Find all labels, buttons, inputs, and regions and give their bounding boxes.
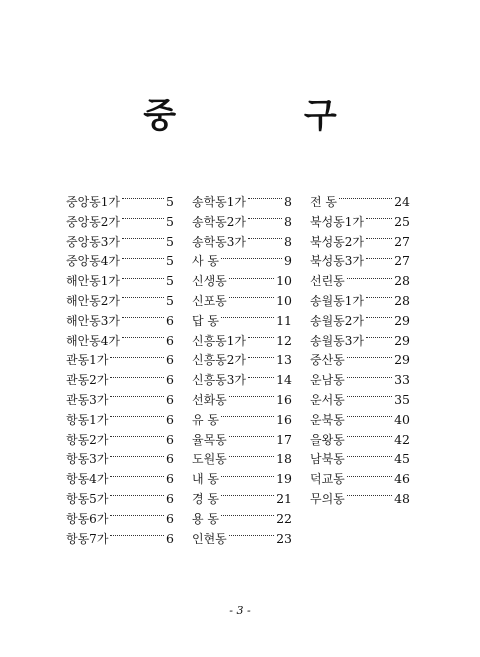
index-entry [310, 311, 410, 331]
dot-leader [122, 297, 164, 298]
dot-leader [347, 436, 392, 437]
index-entry [66, 291, 174, 311]
entry-name: 무의동 [310, 491, 345, 506]
index-entry [192, 291, 292, 311]
entry-page-number: 8 [284, 194, 292, 209]
dot-leader [248, 337, 274, 338]
entry-name: 경 동 [192, 491, 219, 506]
index-entry [66, 449, 174, 469]
index-entry [310, 212, 410, 232]
index-entry [66, 350, 174, 370]
entry-page-number: 5 [166, 292, 174, 308]
entry-page-number: 6 [166, 431, 174, 447]
entry-page-number: 5 [166, 253, 174, 269]
dot-leader [248, 377, 274, 378]
dot-leader [221, 258, 282, 259]
entry-name: 해안동2가 [66, 293, 121, 308]
index-entry [310, 192, 410, 212]
index-entry [192, 410, 292, 430]
index-column-2 [192, 192, 292, 548]
dot-leader [248, 198, 282, 199]
dot-leader [221, 416, 274, 417]
dot-leader [110, 476, 164, 477]
entry-name: 신포동 [192, 293, 227, 308]
dot-leader [347, 456, 392, 457]
entry-page-number: 14 [276, 372, 292, 388]
dot-leader [248, 218, 282, 219]
entry-page-number: 6 [166, 372, 174, 388]
entry-name: 북성동2가 [310, 234, 365, 249]
entry-name: 선화동 [192, 392, 227, 407]
page-title: 중 구 [143, 96, 395, 136]
dot-leader [366, 258, 392, 259]
entry-name: 북성동3가 [310, 254, 365, 269]
index-column-3 [310, 192, 410, 509]
dot-leader [110, 416, 164, 417]
dot-leader [221, 317, 274, 318]
dot-leader [339, 198, 392, 199]
entry-name: 송월동1가 [310, 293, 365, 308]
index-entry [192, 449, 292, 469]
entry-page-number: 25 [394, 213, 410, 229]
entry-page-number: 28 [394, 292, 410, 308]
dot-leader [347, 495, 392, 496]
entry-page-number: 17 [276, 431, 292, 447]
dot-leader [122, 198, 164, 199]
index-entry [192, 311, 292, 331]
entry-page-number: 6 [166, 352, 174, 368]
entry-name: 중산동 [310, 353, 345, 368]
entry-page-number: 5 [166, 194, 174, 209]
entry-page-number: 5 [166, 273, 174, 289]
entry-name: 을왕동 [310, 432, 345, 447]
entry-name: 유 동 [192, 412, 219, 427]
entry-name: 사 동 [192, 254, 219, 269]
index-entry [66, 529, 174, 549]
index-entry [192, 509, 292, 529]
dot-leader [122, 278, 164, 279]
entry-name: 도원동 [192, 452, 227, 467]
entry-name: 항동7가 [66, 531, 109, 546]
entry-page-number: 19 [276, 471, 292, 487]
index-entry [310, 410, 410, 430]
entry-page-number: 27 [394, 233, 410, 249]
entry-name: 용 동 [192, 511, 219, 526]
entry-page-number: 13 [276, 352, 292, 368]
index-entry [310, 430, 410, 450]
index-entry [310, 232, 410, 252]
dot-leader [110, 535, 164, 536]
dot-leader [366, 238, 392, 239]
dot-leader [347, 416, 392, 417]
dot-leader [347, 396, 392, 397]
entry-page-number: 6 [166, 451, 174, 467]
index-entry [310, 350, 410, 370]
dot-leader [366, 317, 392, 318]
entry-page-number: 27 [394, 253, 410, 269]
index-entry [192, 271, 292, 291]
entry-page-number: 5 [166, 233, 174, 249]
dot-leader [110, 436, 164, 437]
index-entry [66, 489, 174, 509]
index-entry [192, 350, 292, 370]
dot-leader [347, 476, 392, 477]
dot-leader [229, 535, 274, 536]
entry-name: 송학동1가 [192, 195, 247, 209]
index-entry [66, 251, 174, 271]
index-entry [66, 331, 174, 351]
entry-name: 송학동3가 [192, 234, 247, 249]
entry-page-number: 33 [394, 372, 410, 388]
dot-leader [221, 476, 274, 477]
dot-leader [221, 495, 274, 496]
index-entry [192, 331, 292, 351]
entry-name: 중앙동4가 [66, 254, 121, 269]
dot-leader [229, 396, 274, 397]
index-entry [66, 410, 174, 430]
entry-page-number: 48 [394, 490, 410, 506]
entry-name: 송월동3가 [310, 333, 365, 348]
index-entry [310, 271, 410, 291]
dot-leader [110, 377, 164, 378]
index-entry [192, 489, 292, 509]
index-entry [66, 390, 174, 410]
entry-name: 운남동 [310, 373, 345, 388]
entry-page-number: 6 [166, 391, 174, 407]
entry-page-number: 6 [166, 510, 174, 526]
entry-page-number: 24 [394, 194, 410, 209]
dot-leader [229, 436, 274, 437]
index-entry [310, 449, 410, 469]
entry-name: 항동3가 [66, 452, 109, 467]
index-column-1 [66, 192, 174, 548]
entry-page-number: 29 [394, 332, 410, 348]
entry-page-number: 28 [394, 273, 410, 289]
entry-name: 율목동 [192, 432, 227, 447]
entry-page-number: 8 [284, 213, 292, 229]
entry-name: 신흥동3가 [192, 373, 247, 388]
entry-page-number: 35 [394, 391, 410, 407]
entry-page-number: 29 [394, 312, 410, 328]
dot-leader [122, 317, 164, 318]
dot-leader [122, 218, 164, 219]
index-entry [66, 192, 174, 212]
index-entry [310, 251, 410, 271]
entry-page-number: 45 [394, 451, 410, 467]
entry-page-number: 6 [166, 490, 174, 506]
entry-name: 항동4가 [66, 472, 109, 487]
index-entry [192, 370, 292, 390]
entry-name: 신생동 [192, 274, 227, 289]
entry-name: 중앙동2가 [66, 214, 121, 229]
index-entry [66, 469, 174, 489]
index-entry [192, 232, 292, 252]
dot-leader [229, 456, 274, 457]
entry-name: 해안동3가 [66, 313, 121, 328]
entry-page-number: 22 [276, 510, 292, 526]
index-entry [66, 232, 174, 252]
index-entry [66, 509, 174, 529]
entry-name: 덕교동 [310, 472, 345, 487]
index-entry [310, 291, 410, 311]
entry-name: 선린동 [310, 274, 345, 289]
entry-name: 항동5가 [66, 491, 109, 506]
entry-page-number: 5 [166, 213, 174, 229]
index-entry [310, 390, 410, 410]
index-entry [192, 192, 292, 212]
entry-page-number: 10 [276, 292, 292, 308]
dot-leader [122, 258, 164, 259]
dot-leader [248, 357, 274, 358]
entry-name: 송월동2가 [310, 313, 365, 328]
entry-name: 항동1가 [66, 412, 109, 427]
dot-leader [110, 456, 164, 457]
index-entry [310, 331, 410, 351]
dot-leader [229, 297, 274, 298]
index-entry [192, 212, 292, 232]
entry-page-number: 42 [394, 431, 410, 447]
entry-name: 관동1가 [66, 353, 109, 368]
index-entry [310, 469, 410, 489]
index-entry [192, 430, 292, 450]
dot-leader [347, 377, 392, 378]
entry-name: 전 동 [310, 195, 337, 209]
dot-leader [347, 278, 392, 279]
entry-name: 해안동4가 [66, 333, 121, 348]
entry-page-number: 6 [166, 530, 174, 546]
entry-page-number: 18 [276, 451, 292, 467]
entry-name: 운북동 [310, 412, 345, 427]
dot-leader [110, 495, 164, 496]
entry-page-number: 10 [276, 273, 292, 289]
index-entry [192, 251, 292, 271]
entry-name: 관동3가 [66, 392, 109, 407]
entry-page-number: 9 [284, 253, 292, 269]
dot-leader [221, 515, 274, 516]
page-number: - 3 - [229, 604, 251, 617]
dot-leader [110, 396, 164, 397]
index-entry [310, 370, 410, 390]
entry-page-number: 8 [284, 233, 292, 249]
entry-name: 항동2가 [66, 432, 109, 447]
entry-name: 신흥동1가 [192, 333, 247, 348]
entry-name: 북성동1가 [310, 214, 365, 229]
entry-name: 답 동 [192, 313, 219, 328]
dot-leader [347, 357, 392, 358]
index-entry [66, 212, 174, 232]
entry-name: 내 동 [192, 472, 219, 487]
dot-leader [122, 238, 164, 239]
entry-page-number: 46 [394, 471, 410, 487]
index-entry [66, 430, 174, 450]
index-entry [66, 370, 174, 390]
entry-name: 해안동1가 [66, 274, 121, 289]
entry-page-number: 12 [276, 332, 292, 348]
index-entry [192, 390, 292, 410]
entry-name: 인현동 [192, 531, 227, 546]
dot-leader [110, 515, 164, 516]
dot-leader [229, 278, 274, 279]
dot-leader [110, 357, 164, 358]
entry-page-number: 16 [276, 391, 292, 407]
entry-name: 송학동2가 [192, 214, 247, 229]
entry-page-number: 21 [276, 490, 292, 506]
entry-page-number: 6 [166, 411, 174, 427]
entry-name: 중앙동1가 [66, 195, 121, 209]
index-entry [66, 311, 174, 331]
entry-name: 운서동 [310, 392, 345, 407]
dot-leader [366, 337, 392, 338]
entry-page-number: 6 [166, 332, 174, 348]
entry-name: 중앙동3가 [66, 234, 121, 249]
index-entry [192, 469, 292, 489]
entry-page-number: 40 [394, 411, 410, 427]
entry-name: 항동6가 [66, 511, 109, 526]
entry-name: 남북동 [310, 452, 345, 467]
dot-leader [366, 297, 392, 298]
entry-page-number: 6 [166, 471, 174, 487]
dot-leader [366, 218, 392, 219]
entry-page-number: 23 [276, 530, 292, 546]
entry-name: 관동2가 [66, 373, 109, 388]
dot-leader [122, 337, 164, 338]
index-entry [192, 529, 292, 549]
entry-page-number: 29 [394, 352, 410, 368]
index-entry [66, 271, 174, 291]
entry-page-number: 11 [276, 312, 292, 328]
entry-page-number: 16 [276, 411, 292, 427]
entry-name: 신흥동2가 [192, 353, 247, 368]
entry-page-number: 6 [166, 312, 174, 328]
index-entry [310, 489, 410, 509]
dot-leader [248, 238, 282, 239]
